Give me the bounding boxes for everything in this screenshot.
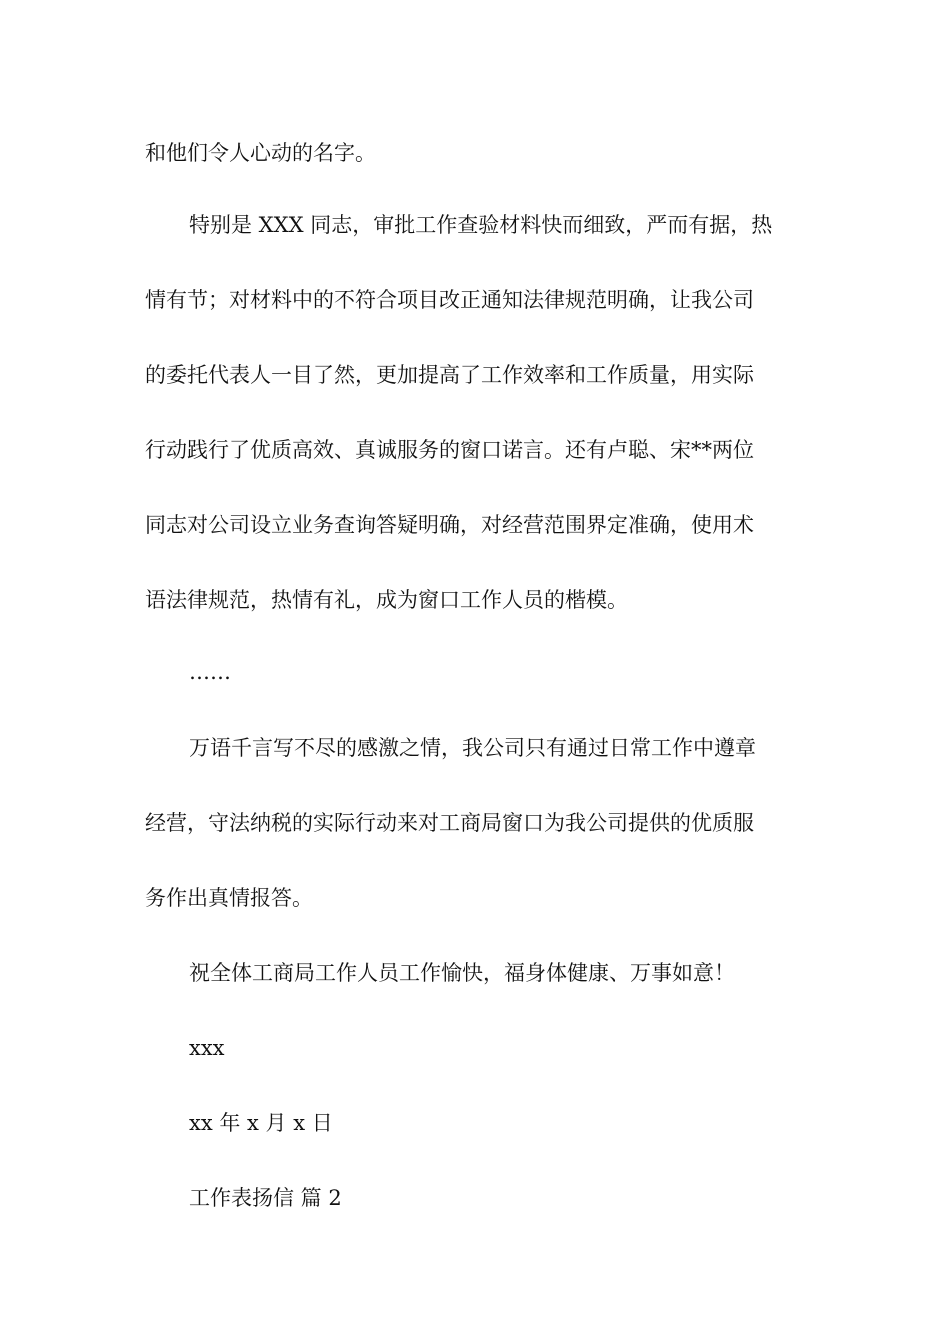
section-heading: 工作表扬信 篇 2: [189, 1186, 342, 1210]
paragraph-line: 的委托代表人一目了然，更加提高了工作效率和工作质量，用实际: [145, 363, 754, 387]
paragraph-line: 万语千言写不尽的感激之情，我公司只有通过日常工作中遵章: [189, 736, 756, 760]
paragraph-line: 行动践行了优质高效、真诚服务的窗口诺言。还有卢聪、宋**两位: [145, 438, 754, 462]
paragraph-line: 和他们令人心动的名字。: [145, 141, 376, 165]
date-line: xx 年 x 月 x 日: [189, 1111, 333, 1135]
paragraph-line: 务作出真情报答。: [145, 886, 313, 910]
signature: xxx: [189, 1036, 225, 1060]
paragraph-line: 情有节；对材料中的不符合项目改正通知法律规范明确，让我公司: [145, 288, 754, 312]
paragraph-line: 语法律规范，热情有礼，成为窗口工作人员的楷模。: [145, 588, 628, 612]
paragraph-line: 特别是 XXX 同志，审批工作查验材料快而细致，严而有据，热: [189, 213, 773, 237]
paragraph-line: 同志对公司设立业务查询答疑明确，对经营范围界定准确，使用术: [145, 513, 754, 537]
paragraph-line: 经营，守法纳税的实际行动来对工商局窗口为我公司提供的优质服: [145, 811, 754, 835]
ellipsis-line: ……: [189, 660, 231, 684]
closing-wish: 祝全体工商局工作人员工作愉快，福身体健康、万事如意！: [189, 961, 735, 985]
